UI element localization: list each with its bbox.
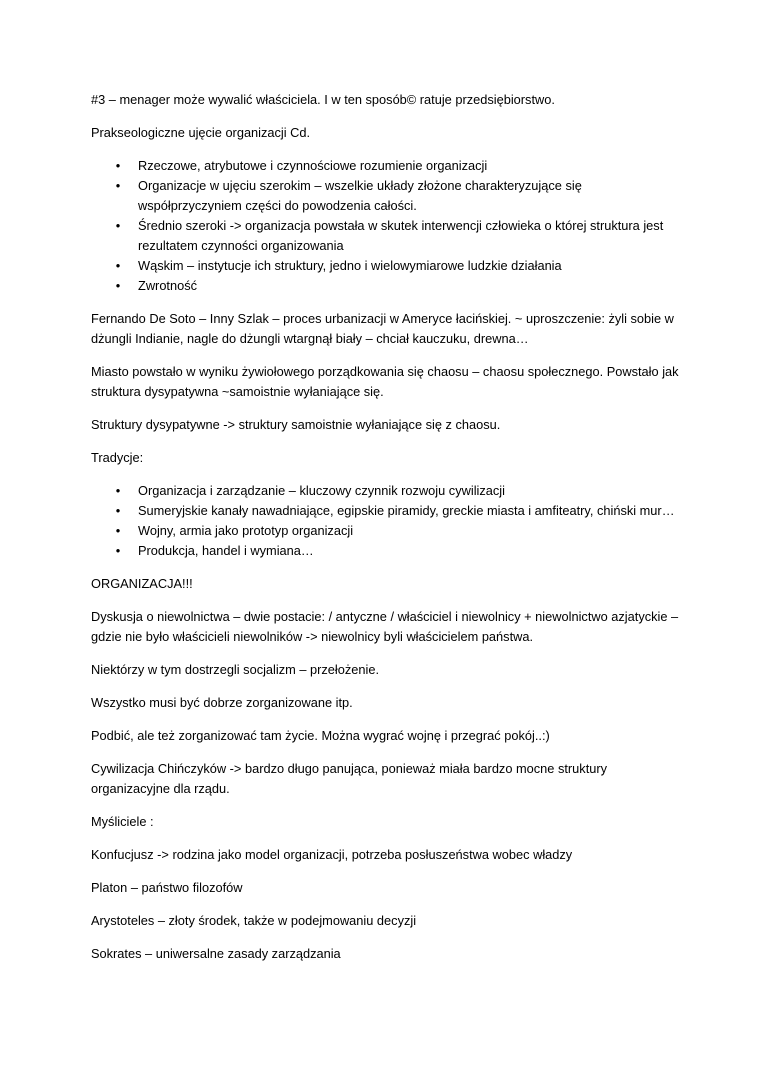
list-item: [91, 156, 681, 176]
list-item-text: Organizacja i zarządzanie – kluczowy czynnik rozwoju cywilizacji: [138, 483, 505, 498]
list-item: [91, 521, 681, 541]
list-item: [91, 501, 681, 521]
list-item-text: Produkcja, handel i wymiana…: [138, 543, 314, 558]
bullet-icon: •: [115, 158, 121, 173]
paragraph: Niektórzy w tym dostrzegli socjalizm – przełożenie.: [91, 662, 380, 677]
paragraph: Arystoteles – złoty środek, także w podejmowaniu decyzji: [91, 913, 417, 928]
list-item: [91, 481, 681, 501]
bullet-icon: •: [115, 258, 121, 273]
list-item-text: Zwrotność: [138, 278, 198, 293]
paragraph: Miasto powstało w wyniku żywiołowego porządkowania się chaosu – chaosu społecznego. Powstało jak struktura dysypatywna ~samoistnie wyłaniające się.: [91, 364, 679, 399]
list-item: [91, 541, 681, 561]
bullet-icon: •: [115, 178, 121, 193]
paragraph: Sokrates – uniwersalne zasady zarządzania: [91, 946, 341, 961]
list-item: [91, 176, 681, 216]
bullet-icon: •: [115, 543, 121, 558]
paragraph: Platon – państwo filozofów: [91, 880, 243, 895]
paragraph: Dyskusja o niewolnictwa – dwie postacie: / antyczne / właściciel i niewolnicy + niewolnictwo azjatyckie – gdzie nie było właścicieli niewolników -> niewolnicy byli właścicielem państwa.: [91, 609, 679, 644]
bullet-icon: •: [115, 483, 121, 498]
paragraph: Wszystko musi być dobrze zorganizowane itp.: [91, 695, 353, 710]
bullet-icon: •: [115, 218, 121, 233]
bullet-list: [91, 481, 681, 561]
document-page: [91, 90, 681, 977]
list-item: [91, 216, 681, 256]
list-item-text: Organizacje w ujęciu szerokim – wszelkie układy złożone charakteryzujące się współprzyczyniem części do powodzenia całości.: [138, 178, 582, 213]
paragraph: Fernando De Soto – Inny Szlak – proces urbanizacji w Ameryce łacińskiej. ~ uproszczenie: żyli sobie w dżungli Indianie, nagle do dżungli wtargnął biały – chciał kauczuku, drewna…: [91, 311, 674, 346]
section-heading: Myśliciele :: [91, 814, 154, 829]
list-item: [91, 256, 681, 276]
paragraph: Prakseologiczne ujęcie organizacji Cd.: [91, 125, 311, 140]
list-item-text: Wąskim – instytucje ich struktury, jedno i wielowymiarowe ludzkie działania: [138, 258, 562, 273]
bullet-list: [91, 156, 681, 296]
paragraph: Konfucjusz -> rodzina jako model organizacji, potrzeba posłuszeństwa wobec władzy: [91, 847, 573, 862]
bullet-icon: •: [115, 503, 121, 518]
paragraph: #3 – menager może wywalić właściciela. I w ten sposób© ratuje przedsiębiorstwo.: [91, 92, 555, 107]
list-item-text: Sumeryjskie kanały nawadniające, egipskie piramidy, greckie miasta i amfiteatry, chiński mur…: [138, 503, 675, 518]
section-heading: ORGANIZACJA!!!: [91, 576, 193, 591]
list-item: [91, 276, 681, 296]
bullet-icon: •: [115, 523, 121, 538]
bullet-icon: •: [115, 278, 121, 293]
list-item-text: Średnio szeroki -> organizacja powstała w skutek interwencji człowieka o której struktura jest rezultatem czynności organizowania: [138, 218, 664, 253]
paragraph: Cywilizacja Chińczyków -> bardzo długo panująca, ponieważ miała bardzo mocne struktury organizacyjne dla rządu.: [91, 761, 608, 796]
section-heading: Tradycje:: [91, 450, 144, 465]
list-item-text: Wojny, armia jako prototyp organizacji: [138, 523, 354, 538]
paragraph: Podbić, ale też zorganizować tam życie. Można wygrać wojnę i przegrać pokój..:): [91, 728, 550, 743]
paragraph: Struktury dysypatywne -> struktury samoistnie wyłaniające się z chaosu.: [91, 417, 501, 432]
list-item-text: Rzeczowe, atrybutowe i czynnościowe rozumienie organizacji: [138, 158, 488, 173]
